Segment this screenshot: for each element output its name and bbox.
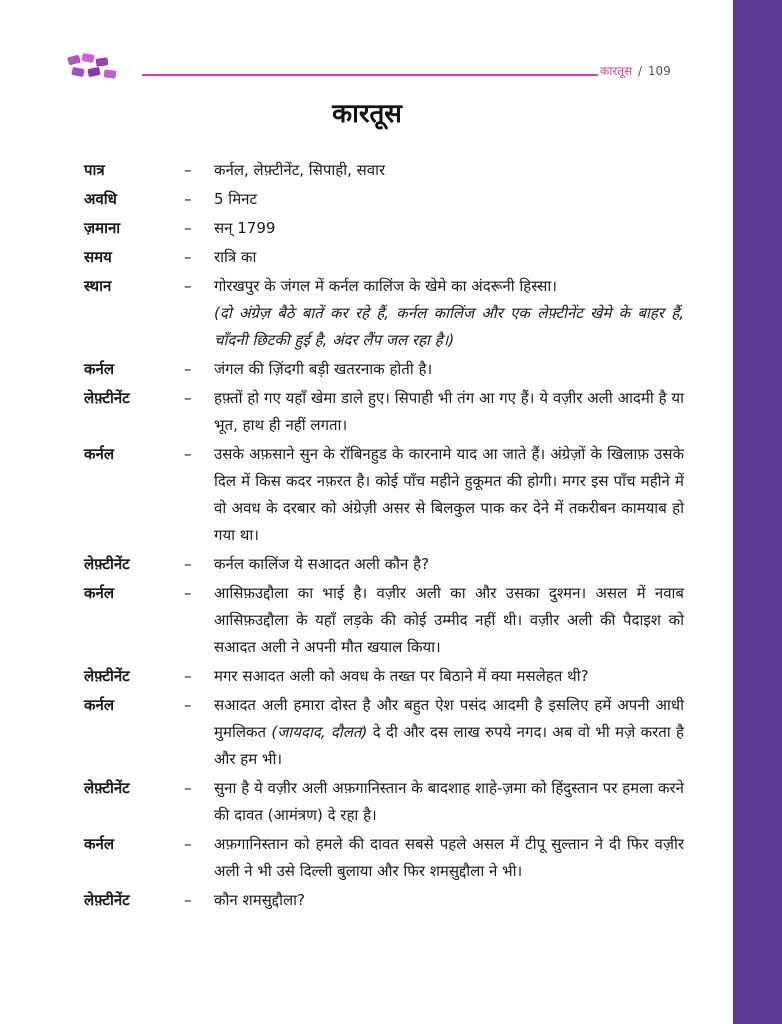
dash: – <box>184 219 192 237</box>
running-header <box>600 62 726 79</box>
dialogue-text: 5 मिनट <box>214 190 258 208</box>
dialogue-row <box>84 215 684 242</box>
dialogue-text: हफ़्तों हो गए यहाँ खेमा डाले हुए। सिपाही भी तंग आ गए हैं। ये वज़ीर अली आदमी है या भूत, हाथ ही नहीं लगता। <box>214 389 684 434</box>
dialogue-row <box>84 887 684 914</box>
dialogue-text-block <box>214 273 684 354</box>
speaker-label: ज़माना <box>84 219 121 237</box>
speaker-label: लेफ़्टीनेंट <box>84 891 130 909</box>
dialogue-text-block <box>214 692 684 773</box>
speaker-label: लेफ़्टीनेंट <box>84 667 130 685</box>
speaker-label: कर्नल <box>84 584 115 602</box>
dash: – <box>184 360 192 378</box>
dialogue-row <box>84 244 684 271</box>
dialogue-row <box>84 775 684 829</box>
speaker-label: स्थान <box>84 277 112 295</box>
dialogue-text: जंगल की ज़िंदगी बड़ी खतरनाक होती है। <box>214 360 433 378</box>
dash: – <box>184 248 192 266</box>
dialogue-row <box>84 551 684 578</box>
dash: – <box>184 835 192 853</box>
dialogue-row <box>84 692 684 773</box>
dash: – <box>184 161 192 179</box>
dialogue-text: कर्नल कालिंज ये सआदत अली कौन है? <box>214 555 430 573</box>
side-color-band <box>733 0 782 1024</box>
dialogue-row <box>84 186 684 213</box>
dialogue-row <box>84 157 684 184</box>
speaker-label: पात्र <box>84 161 105 179</box>
speaker-label: कर्नल <box>84 360 115 378</box>
header-rule <box>142 74 598 76</box>
dash: – <box>184 445 192 463</box>
page-title: कारतूस <box>332 99 402 129</box>
inline-gloss: (जायदाद, दौलत) <box>271 723 368 741</box>
dash: – <box>184 667 192 685</box>
dash: – <box>184 555 192 573</box>
dash: – <box>184 389 192 407</box>
dialogue-text: रात्रि का <box>214 248 257 266</box>
dash: – <box>184 696 192 714</box>
dialogue-row <box>84 831 684 885</box>
dialogue-text: कर्नल, लेफ़्टीनेंट, सिपाही, सवार <box>214 161 386 179</box>
dialogue-row <box>84 385 684 439</box>
speaker-label: कर्नल <box>84 835 115 853</box>
dash: – <box>184 891 192 909</box>
textbook-logo-icon <box>66 52 120 82</box>
dialogue-text: अफ़गानिस्तान को हमले की दावत सबसे पहले असल में टीपू सुल्तान ने दी फिर वज़ीर अली ने भी उसे दिल्ली बुलाया और फिर शमसुद्दौला ने भी। <box>214 835 684 880</box>
dialogue-list <box>84 157 684 916</box>
speaker-label: अवधि <box>84 190 117 208</box>
dialogue-row <box>84 356 684 383</box>
speaker-label: कर्नल <box>84 696 115 714</box>
dialogue-row <box>84 273 684 354</box>
dialogue-text: सन् 1799 <box>214 219 276 237</box>
speaker-label: कर्नल <box>84 445 115 463</box>
speaker-label: लेफ़्टीनेंट <box>84 555 130 573</box>
dialogue-text: कौन शमसुद्दौला? <box>214 891 305 909</box>
dash: – <box>184 584 192 602</box>
dash: – <box>184 779 192 797</box>
dialogue-text: गोरखपुर के जंगल में कर्नल कालिंज के खेमे का अंदरूनी हिस्सा। <box>214 277 557 295</box>
dialogue-text: आसिफ़उद्दौला का भाई है। वज़ीर अली का और उसका दुश्मन। असल में नवाब आसिफ़उद्दौला के यहाँ लड़के की कोई उम्मीद नहीं थी। वज़ीर अली की पैदाइश को सआदत अली ने अपनी मौत खयाल किया। <box>214 584 684 656</box>
speaker-label: लेफ़्टीनेंट <box>84 779 130 797</box>
dialogue-text: उसके अफ़साने सुन के रॉबिनहुड के कारनामे याद आ जाते हैं। अंग्रेज़ों के खिलाफ़ उसके दिल में किस कदर नफ़रत है। कोई पाँच महीने हुकूमत की होगी। मगर इस पाँच महीने में वो अवध के दरबार को अंग्रेज़ी असर से बिलकुल पाक कर देने में तकरीबन कामयाब हो गया था। <box>214 445 684 544</box>
dialogue-text-part: सआदत अली हमारा दोस्त है और बहुत ऐश पसंद आदमी है इसलिए हमें अपनी आधी मुमलिकत <box>214 696 684 741</box>
dialogue-row <box>84 441 684 549</box>
dash: – <box>184 277 192 295</box>
speaker-label: लेफ़्टीनेंट <box>84 389 130 407</box>
dash: – <box>184 190 192 208</box>
dialogue-text: मगर सआदत अली को अवध के तख्त पर बिठाने में क्या मसलेहत थी? <box>214 667 589 685</box>
running-title: कारतूस <box>600 64 633 78</box>
speaker-label: समय <box>84 248 112 266</box>
dialogue-text: सुना है ये वज़ीर अली अफ़गानिस्तान के बादशाह शाहे-ज़मा को हिंदुस्तान पर हमला करने की दावत (आमंत्रण) दे रहा है। <box>214 779 684 824</box>
dialogue-text-part: दे दी और दस लाख रुपये नगद। अब वो भी मज़े करता है और हम भी। <box>214 723 684 768</box>
header-separator: / <box>638 64 643 78</box>
page-number: 109 <box>647 64 671 78</box>
dialogue-row <box>84 663 684 690</box>
dialogue-row <box>84 580 684 661</box>
stage-direction: (दो अंग्रेज़ बैठे बातें कर रहे हैं, कर्नल कालिंज और एक लेफ़्टीनेंट खेमे के बाहर हैं, चाँदनी छिटकी हुई है, अंदर लैंप जल रहा है।) <box>214 304 684 349</box>
